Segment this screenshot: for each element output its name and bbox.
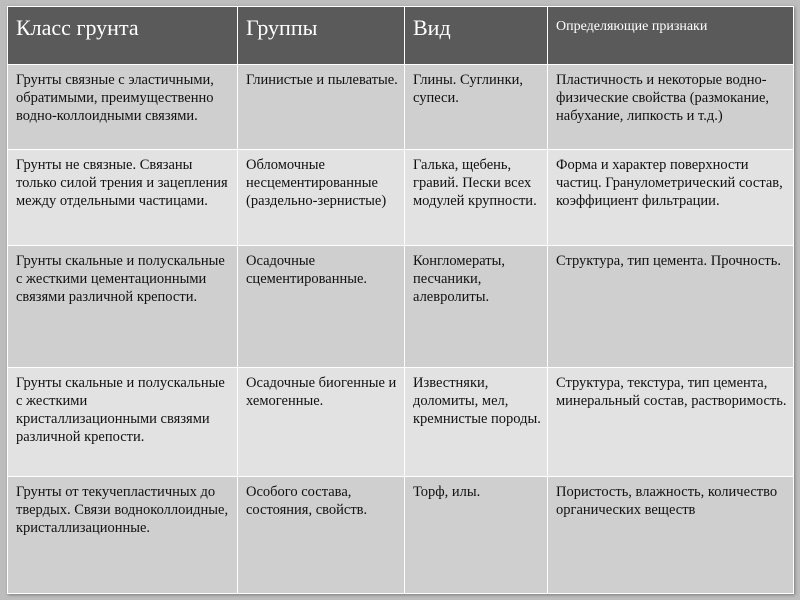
cell-groups: Обломочные несцементированные (раздельно-зернистые) xyxy=(238,150,405,246)
cell-defining-features: Пластичность и некоторые водно-физические свойства (размокание, набухание, липкость и т.д.) xyxy=(548,65,794,150)
cell-soil-class: Грунты скальные и полускальные с жесткими цементационными связями различной крепости. xyxy=(8,246,238,368)
cell-kind: Торф, илы. xyxy=(405,477,548,594)
cell-defining-features: Пористость, влажность, количество органических веществ xyxy=(548,477,794,594)
table-row xyxy=(8,65,794,150)
header-soil-class: Класс грунта xyxy=(8,7,238,65)
cell-kind: Конгломераты, песчаники, алевролиты. xyxy=(405,246,548,368)
cell-soil-class: Грунты не связные. Связаны только силой трения и зацепления между отдельными частицами. xyxy=(8,150,238,246)
table-row xyxy=(8,368,794,477)
table-row xyxy=(8,246,794,368)
header-groups: Группы xyxy=(238,7,405,65)
cell-kind: Галька, щебень, гравий. Пески всех модулей крупности. xyxy=(405,150,548,246)
cell-groups: Осадочные сцементированные. xyxy=(238,246,405,368)
table-header-row xyxy=(8,7,794,65)
table-row xyxy=(8,150,794,246)
table-row xyxy=(8,477,794,594)
soil-classification-table xyxy=(7,6,794,594)
cell-defining-features: Структура, текстура, тип цемента, минеральный состав, растворимость. xyxy=(548,368,794,477)
cell-soil-class: Грунты скальные и полускальные с жесткими кристаллизационными связями различной крепости. xyxy=(8,368,238,477)
cell-defining-features: Форма и характер поверхности частиц. Гранулометрический состав, коэффициент фильтрации. xyxy=(548,150,794,246)
cell-groups: Осадочные биогенные и хемогенные. xyxy=(238,368,405,477)
cell-soil-class: Грунты связные с эластичными, обратимыми, преимущественно водно-коллоидными связями. xyxy=(8,65,238,150)
cell-defining-features: Структура, тип цемента. Прочность. xyxy=(548,246,794,368)
cell-groups: Особого состава, состояния, свойств. xyxy=(238,477,405,594)
cell-soil-class: Грунты от текучепластичных до твердых. Связи водноколлоидные, кристаллизационные. xyxy=(8,477,238,594)
cell-kind: Известняки, доломиты, мел, кремнистые породы. xyxy=(405,368,548,477)
cell-kind: Глины. Суглинки, супеси. xyxy=(405,65,548,150)
header-kind: Вид xyxy=(405,7,548,65)
cell-groups: Глинистые и пылеватые. xyxy=(238,65,405,150)
header-defining-features: Определяющие признаки xyxy=(548,7,794,65)
